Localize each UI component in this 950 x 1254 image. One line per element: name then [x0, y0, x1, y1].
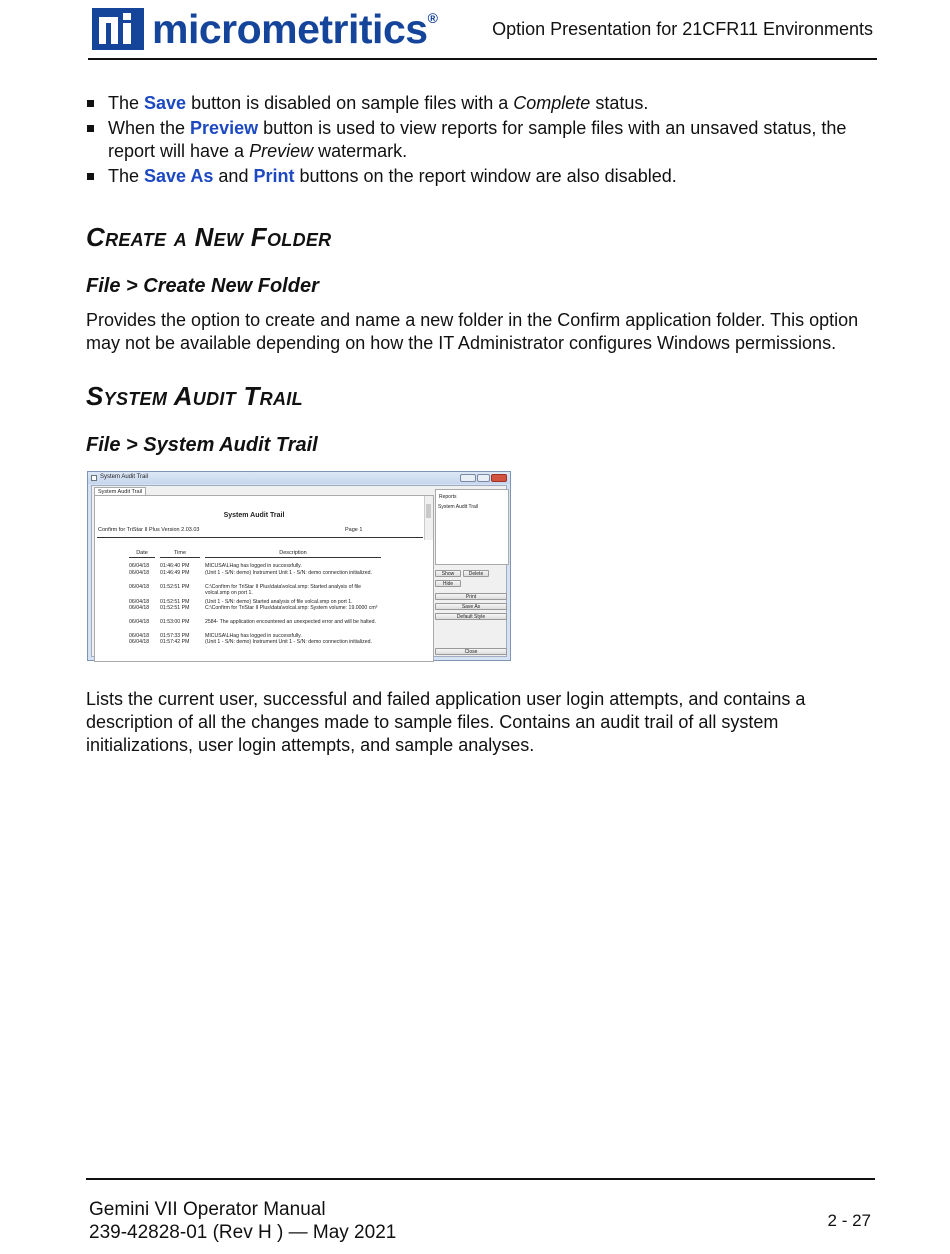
close-icon[interactable] [491, 474, 507, 482]
header-title: Option Presentation for 21CFR11 Environments [492, 19, 873, 39]
report-rule [97, 537, 423, 538]
report-pane: System Audit Trail Confirm for TriStar II Plus Version 2.03.03 Page 1 Date Time Description 06/04/18 01:46:40 PM MICUSA\LHag has logged in successfully. 06/04/18 01:46:49 PM (Unit 1 - S/N: demo) Instrument Unit 1 - S/N: demo connection initialized. 06/04/18 01:52:51 PM C:\Confirm for TriStar II Plus\data\volcal.smp: Started analysis of file volcal.smp on port 1. 06/04/18 01:52:51 PM (Unit 1 - S/N: demo) Started analysis of file volcal.smp on port 1. 06/04/18 01:52:51 PM C:\Confirm for TriStar II Plus\data\volcal.smp: System volume: 19.0000 cm³ 06/04/18 01:53:00 PM 2584- The application encountered an unexpected error and will be halted. 06/04/18 01:57:33 PM MICUSA\LHag has logged in successfully. 06/04/18 01:57:42 PM (Unit 1 - S/N: demo) Instrument Unit 1 - S/N: demo connection initialized. [94, 495, 434, 662]
reports-list[interactable] [435, 489, 509, 565]
close-button[interactable]: Close [435, 648, 507, 655]
minimize-icon[interactable] [460, 474, 476, 482]
bullet-item: When the Preview button is used to view reports for sample files with an unsaved status, the report will have a Preview watermark. [86, 117, 876, 163]
section-heading-audit-trail: System Audit Trail [86, 381, 303, 411]
bullet-item: The Save As and Print buttons on the report window are also disabled. [86, 165, 876, 188]
column-header-description: Description [205, 550, 381, 558]
show-button[interactable]: Show [435, 570, 461, 577]
app-icon [91, 475, 97, 481]
delete-button[interactable]: Delete [463, 570, 489, 577]
section-heading-create-folder: Create a New Folder [86, 222, 332, 252]
menu-path-audit-trail: File > System Audit Trail [86, 434, 318, 456]
save-as-button[interactable]: Save As [435, 603, 507, 610]
report-meta: Confirm for TriStar II Plus Version 2.03.03 [98, 527, 200, 533]
report-scrollbar[interactable] [424, 496, 433, 540]
window-title: System Audit Trail [100, 474, 149, 480]
menu-path-create-folder: File > Create New Folder [86, 275, 319, 297]
footer-part-number: 239-42828-01 (Rev H ) — May 2021 [89, 1222, 397, 1243]
bullet-list [86, 92, 876, 190]
column-header-date: Date [129, 550, 155, 558]
page-number: 2 - 27 [827, 1211, 871, 1230]
reports-list-item[interactable]: System Audit Trail [438, 504, 479, 510]
reports-sidebar [435, 489, 511, 661]
company-logo [92, 6, 437, 52]
logo-mark-icon [92, 8, 144, 50]
section-body-audit-trail: Lists the current user, successful and failed application user login attempts, and contains a description of all the changes made to sample files. Contains an audit trail of all system initializations, user login attempts, and sample analyses. [86, 689, 806, 755]
reports-list-header: Reports [439, 494, 457, 500]
report-title: System Audit Trail [223, 512, 285, 519]
maximize-icon[interactable] [477, 474, 490, 482]
hide-button[interactable]: Hide [435, 580, 461, 587]
default-style-button[interactable]: Default Style [435, 613, 507, 620]
header-rule [88, 58, 877, 60]
audit-trail-screenshot [87, 471, 511, 661]
bullet-item: The Save button is disabled on sample files with a Complete status. [86, 92, 876, 115]
report-page: Page 1 [345, 527, 363, 533]
section-body-create-folder: Provides the option to create and name a new folder in the Confirm application folder. This option may not be available depending on how the IT Administrator configures Windows permissions. [86, 310, 859, 353]
tab-system-audit-trail[interactable]: System Audit Trail [94, 487, 146, 496]
footer-manual-title: Gemini VII Operator Manual [89, 1199, 326, 1220]
window-titlebar [88, 472, 510, 484]
column-header-time: Time [160, 550, 200, 558]
footer-rule [86, 1178, 875, 1180]
logo-text: micrometritics® [152, 5, 438, 52]
print-button[interactable]: Print [435, 593, 507, 600]
window-body [91, 485, 507, 657]
